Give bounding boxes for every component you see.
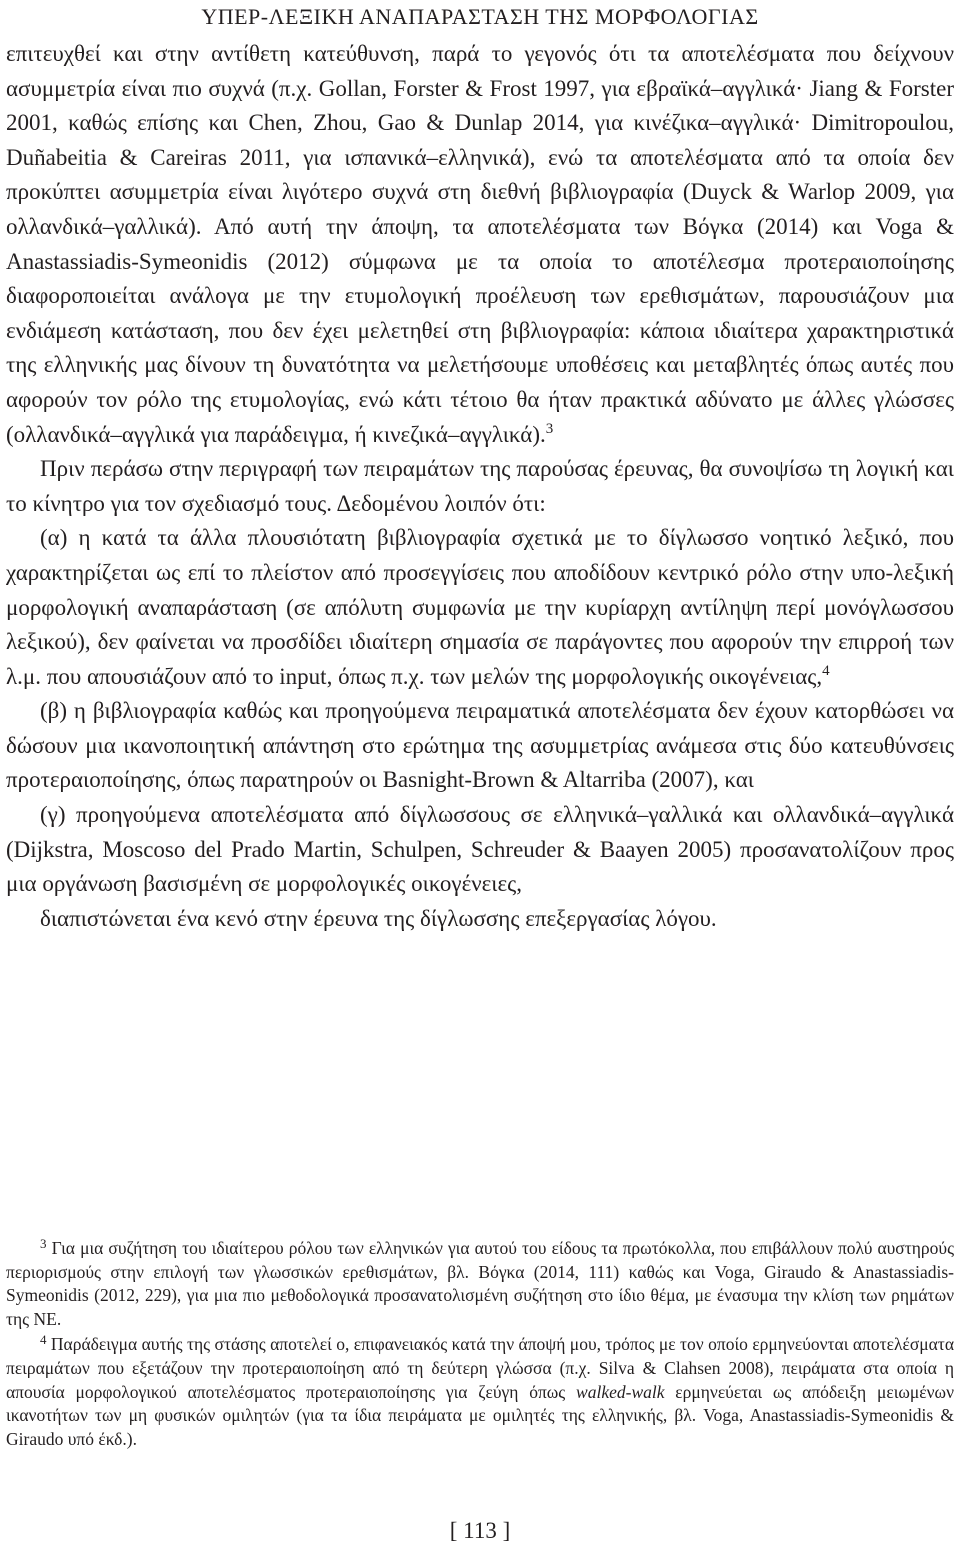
paragraph-text: (γ) προηγούμενα αποτελέσματα από δίγλωσσους σε ελληνικά–γαλλικά και ολλανδικά–αγγλικά (Dijkstra, Moscoso del Prado Martin, Schulpen, Schreuder & Baayen 2005) προσανατολίζουν προς μια οργάνωση βασισμένη σε μορφολογικές οικογένειες, [6, 802, 954, 897]
footnote-marker-3: 3 [40, 1236, 47, 1251]
paragraph-text: διαπιστώνεται ένα κενό στην έρευνα της δίγλωσσης επεξεργασίας λόγου. [40, 905, 717, 931]
paragraph-intro [6, 452, 954, 521]
footnote-marker-4: 4 [40, 1332, 47, 1348]
footnote-text: Για μια συζήτηση του ιδιαίτερου ρόλου των ελληνικών για αυτού του είδους τα πρωτόκολλα, που επιβάλλουν πολύ αυστηρούς περιορισμούς στην επιλογή των γλωσσικών ερεθισμάτων, βλ. Βόγκα (2014, 111) καθώς και Voga, Giraudo & Anastassiadis-Symeonidis (2012, 229), για μια πιο μεθοδολογικά προσανατολισμένη συζήτηση στο ίδιο θέμα, με ένασυμα την κλίση των ρημάτων της ΝΕ. [6, 1238, 954, 1329]
footnote-3 [6, 1237, 954, 1331]
paragraph-text: (β) η βιβλιογραφία καθώς και προηγούμενα πειραματικά αποτελέσματα δεν έχουν κατορθώσει να δώσουν μια ικανοποιητική απάντηση στο ερώτημα της ασυμμετρίας ανάμεσα στις δύο κατευθύνσεις προτεραιοποίησης, όπως παρατηρούν οι Basnight-Brown & Altarriba (2007), και [6, 698, 954, 793]
page-number: [ 113 ] [449, 1518, 511, 1543]
paragraph-text: επιτευχθεί και στην αντίθετη κατεύθυνση, παρά το γεγονός ότι τα αποτελέσματα που δείχνουν ασυμμετρία είναι πιο συχνά (π.χ. Gollan, Forster & Frost 1997, για εβραϊκά–αγγλικά· Jiang & Forster 2001, καθώς επίσης και Chen, Zhou, Gao & Dunlap 2014, για κινέζικα–αγγλικά· Dimitropoulou, Duñabeitia & Careiras 2011, για ισπανικά–ελληνικά), ενώ τα αποτελέσματα από τα οποία δεν προκύπτει ασυμμετρία είναι λιγότερο συχνά στη διεθνή βιβλιογραφία (Duyck & Warlop 2009, για ολλανδικά–γαλλικά). Από αυτή την άποψη, τα αποτελέσματα των Βόγκα (2014) και Voga & Anastassiadis-Symeonidis (2012) σύμφωνα με τα οποία το αποτέλεσμα προτεραιοποίησης διαφοροποιείται ανάλογα με την ετυμολογική προέλευση των ερεθισμάτων, παρουσιάζουν μια ενδιάμεση κατάσταση, που δεν έχει μελετηθεί στη βιβλιογραφία: κάποια ιδιαίτερα χαρακτηριστικά της ελληνικής μας δίνουν τη δυνατότητα να μελετήσουμε υποθέσεις και μεταβλητές όπως αυτές που αφορούν τον ρόλο της ετυμολογίας, ενώ κάτι τέτοιο θα ήταν πρακτικά αδύνατο με άλλες γλώσσες (ολλανδικά–αγγλικά για παράδειγμα, ή κινεζικά–αγγλικά). [6, 41, 954, 447]
paragraph-text: (α) η κατά τα άλλα πλουσιότατη βιβλιογραφία σχετικά με το δίγλωσσο νοητικό λεξικό, που χαρακτηρίζεται ως επί το πλείστον από προσεγγίσεις που αποδίδουν κεντρικό ρόλο στην υπο-λεξική μορφολογική αναπαράσταση (σε απόλυτη συμφωνία με την κυρίαρχη αντίληψη περί μονόγλωσσου λεξικού), δεν φαίνεται να προσδίδει ιδιαίτερη σημασία σε παράγοντες που αφορούν την επιρροή των λ.μ. που απουσιάζουν από το input, όπως π.χ. των μελών της μορφολογικής οικογένειας, [6, 525, 954, 689]
footnote-text: ερμηνεύεται ως απόδειξη μειωμένων ικανοτήτων των μη φυσικών ομιλητών (για τα ίδια πειράματα με ομιλητές της ελληνικής, βλ. Voga, Anastassiadis-Symeonidis & Giraudo υπό έκδ.). [6, 1381, 954, 1449]
footnote-reference-3[interactable]: 3 [545, 420, 554, 437]
paragraph-continuation [6, 37, 954, 452]
list-item-beta [6, 694, 954, 798]
footnote-text: Παράδειγμα αυτής της στάσης αποτελεί ο, επιφανειακός κατά την άποψή μου, τρόπος με τον οποίο ερμηνεύονται αποτελέσματα πειραμάτων που εξετάζουν την προτεραιοποίηση από τη δεύτερη γλώσσα (π.χ. Silva & Clahsen 2008), πειράματα στα οποία η απουσία μορφολογικού αποτελέσματος προτεραιοποίησης για ζεύγη όπως [6, 1334, 955, 1402]
footnote-example-italic: walked-walk [576, 1381, 665, 1402]
list-item-alpha [6, 521, 954, 694]
list-item-gamma [6, 798, 954, 902]
running-head: ΥΠΕΡ-ΛΕΞΙΚΗ ΑΝΑΠΑΡΑΣΤΑΣΗ ΤΗΣ ΜΟΡΦΟΛΟΓΙΑΣ [201, 4, 759, 29]
main-text [6, 37, 954, 936]
paragraph-conclusion [6, 902, 954, 937]
footnotes [6, 1237, 954, 1451]
footnote-4 [6, 1333, 954, 1451]
footnote-reference-4[interactable]: 4 [822, 662, 830, 679]
paragraph-text: Πριν περάσω στην περιγραφή των πειραμάτων της παρούσας έρευνας, θα συνοψίσω τη λογική και το κίνητρο για τον σχεδιασμό τους. Δεδομένου λοιπόν ότι: [6, 456, 954, 516]
